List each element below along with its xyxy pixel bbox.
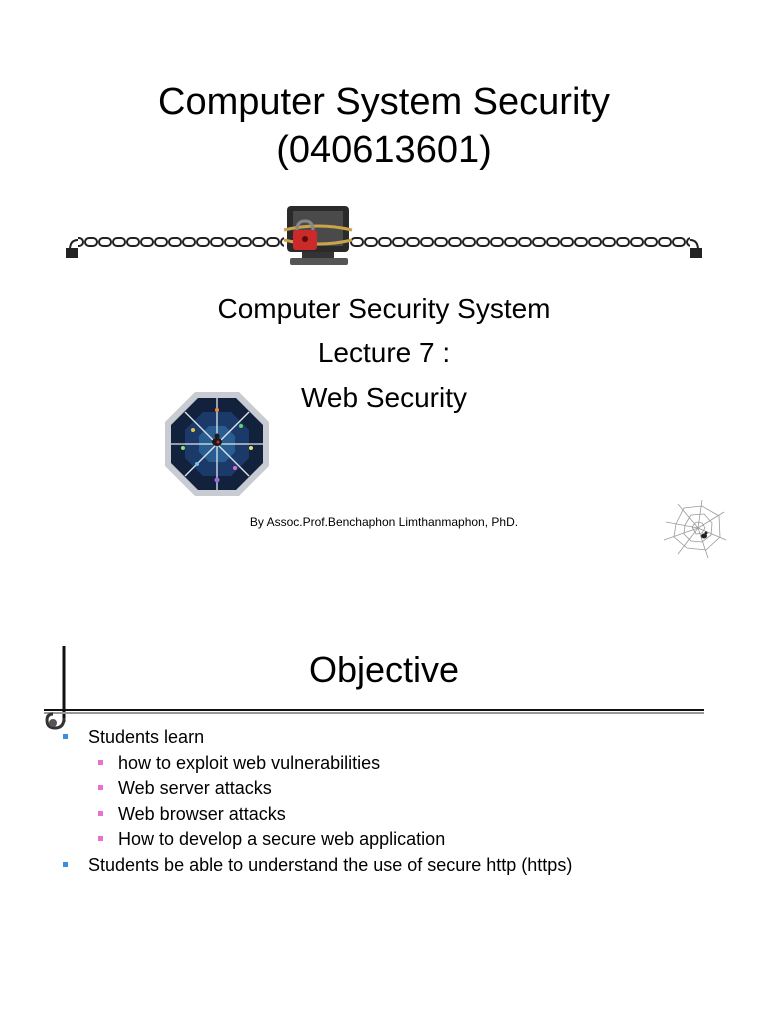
objective-slide bbox=[0, 630, 768, 1024]
slide-title bbox=[0, 78, 768, 174]
bullet-square-icon bbox=[63, 734, 68, 739]
list-item: How to develop a secure web application bbox=[118, 827, 445, 851]
author-byline: By Assoc.Prof.Benchaphon Limthanmaphon, PhD. bbox=[249, 515, 519, 529]
subtitle-course: Computer Security System bbox=[217, 293, 551, 324]
list-item: Students learn bbox=[88, 725, 204, 749]
title-line-1: Computer System Security bbox=[158, 81, 610, 123]
bullet-square-icon bbox=[98, 760, 103, 765]
right-padlock-icon bbox=[690, 240, 702, 258]
spiderweb-icon bbox=[662, 498, 728, 560]
subtitle-lecture: Lecture 7 : bbox=[317, 337, 451, 368]
list-item: how to exploit web vulnerabilities bbox=[118, 751, 380, 775]
bullet-square-icon bbox=[63, 862, 68, 867]
slide-title: Objective bbox=[308, 649, 460, 690]
spider-web-image bbox=[163, 390, 271, 498]
computer-icon bbox=[284, 206, 352, 265]
title-line-2: (040613601) bbox=[276, 129, 492, 171]
bullet-square-icon bbox=[98, 811, 103, 816]
list-item: Web browser attacks bbox=[118, 802, 286, 826]
bullet-square-icon bbox=[98, 836, 103, 841]
bullet-square-icon bbox=[98, 785, 103, 790]
left-padlock-icon bbox=[66, 240, 78, 258]
list-item: Web server attacks bbox=[118, 776, 272, 800]
subtitle-topic: Web Security bbox=[301, 382, 467, 413]
list-item: Students be able to understand the use of secure http (https) bbox=[88, 853, 572, 877]
chained-computer-icon bbox=[0, 200, 768, 270]
